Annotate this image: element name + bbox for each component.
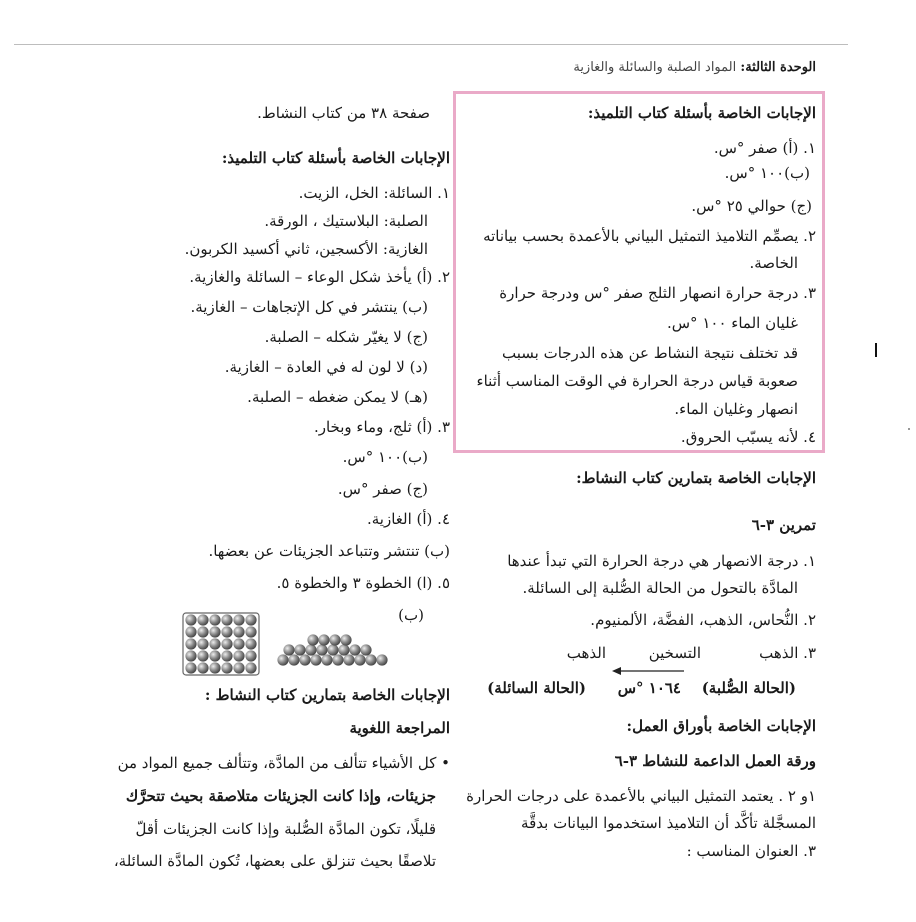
- worksheet-line: ٣. العنوان المناسب :: [686, 842, 816, 860]
- boxed-line: ٤. لأنه يسبّب الحروق.: [680, 428, 816, 446]
- liquid-particle: [288, 654, 299, 665]
- exercise-label: تمرين ٣-٦: [751, 516, 816, 534]
- boxed-line: (ج) حوالي ٢٥ °س.: [691, 197, 812, 215]
- liquid-particle: [338, 644, 349, 655]
- liquid-particle: [283, 644, 294, 655]
- answer-line: (ب): [398, 606, 424, 624]
- solid-particle: [233, 662, 244, 673]
- liquid-particle: [310, 654, 321, 665]
- solid-particle: [245, 626, 256, 637]
- liquid-particle: [329, 634, 340, 645]
- worksheet-title: الإجابات الخاصة بأوراق العمل:: [626, 717, 816, 735]
- temperature: ١٠٦٤ °س: [617, 679, 681, 697]
- left-column: [90, 103, 450, 873]
- answer-line: ٢. (أ) يأخذ شكل الوعاء – السائلة والغازية.: [189, 268, 450, 286]
- solid-particle: [185, 650, 196, 661]
- solid-particle: [209, 626, 220, 637]
- liquid-particles-diagram: [275, 620, 390, 668]
- solid-particle: [185, 662, 196, 673]
- liquid-particle: [294, 644, 305, 655]
- page-reference: صفحة ٣٨ من كتاب النشاط.: [257, 104, 430, 122]
- boxed-line: الخاصة.: [749, 254, 798, 272]
- boxed-line: قد تختلف نتيجة النشاط عن هذه الدرجات بسبب: [502, 344, 798, 362]
- solid-particle: [233, 650, 244, 661]
- solid-particle: [245, 614, 256, 625]
- boxed-title: الإجابات الخاصة بأسئلة كتاب التلميذ:: [587, 104, 816, 122]
- boxed-line: غليان الماء ١٠٠ °س.: [666, 314, 798, 332]
- liquid-particle: [327, 644, 338, 655]
- left-title: الإجابات الخاصة بأسئلة كتاب التلميذ:: [221, 149, 450, 167]
- answer-line: (د) لا لون له في العادة – الغازية.: [224, 358, 428, 376]
- review-line: تلاصقًا بحيث تنزلق على بعضها، تُكون المادَّة السائلة،: [113, 852, 436, 870]
- review-line: جزيئات، وإذا كانت الجزيئات متلاصقة بحيث تتحرَّك: [125, 787, 436, 805]
- worksheet-subtitle: ورقة العمل الداعمة للنشاط ٣-٦: [614, 752, 816, 770]
- state-solid: (الحالة الصُّلبة): [701, 679, 796, 697]
- solid-particle: [221, 626, 232, 637]
- solid-particle: [209, 614, 220, 625]
- left-activity-title: الإجابات الخاصة بتمارين كتاب النشاط :: [204, 686, 450, 704]
- boxed-line: ١. (أ) صفر °س.: [713, 139, 816, 157]
- worksheet-line: ١و ٢ . يعتمد التمثيل البياني بالأعمدة على درجات الحرارة: [466, 787, 816, 805]
- solid-particle: [185, 638, 196, 649]
- solid-particle: [209, 650, 220, 661]
- liquid-particle: [343, 654, 354, 665]
- solid-particle: [233, 614, 244, 625]
- liquid-particle: [299, 654, 310, 665]
- answer-line: ٣. (أ) ثلج، وماء وبخار.: [313, 418, 450, 436]
- liquid-particle: [340, 634, 351, 645]
- margin-mark: [875, 343, 877, 357]
- exercise-line: ٢. النُّحاس، الذهب، الفضَّة، الألمنيوم.: [590, 611, 816, 629]
- solid-particles-diagram: [182, 612, 262, 677]
- unit-title: المواد الصلبة والسائلة والغازية: [573, 60, 737, 75]
- answer-line: الغازية: الأكسجين، ثاني أكسيد الكربون.: [184, 240, 428, 258]
- liquid-particle: [332, 654, 343, 665]
- solid-particle: [245, 650, 256, 661]
- exercise-line: المادَّة بالتحول من الحالة الصُّلبة إلى السائلة.: [522, 579, 798, 597]
- liquid-particle: [305, 644, 316, 655]
- answer-line: (ج) صفر °س.: [337, 480, 428, 498]
- solid-particle: [197, 614, 208, 625]
- exercise-line: ٣. الذهب: [759, 644, 816, 662]
- review-line: قليلًا، تكون المادَّة الصُّلبة وإذا كانت الجزيئات أقلّ: [135, 820, 436, 838]
- answer-line: ٤. (أ) الغازية.: [366, 510, 450, 528]
- review-title: المراجعة اللغوية: [349, 719, 450, 737]
- solid-particle: [209, 638, 220, 649]
- answer-line: (ب) تنتشر وتتباعد الجزيئات عن بعضها.: [208, 542, 450, 560]
- answer-line: (ب)١٠٠ °س.: [342, 448, 428, 466]
- solid-particle: [197, 626, 208, 637]
- solid-particle: [245, 638, 256, 649]
- boxed-line: ٣. درجة حرارة انصهار الثلج صفر °س ودرجة حرارة: [499, 284, 816, 302]
- answer-line: (هـ) لا يمكن ضغطه – الصلبة.: [247, 388, 428, 406]
- solid-particle: [197, 650, 208, 661]
- margin-dot: [908, 428, 910, 430]
- boxed-answers: [456, 103, 816, 448]
- solid-particle: [233, 626, 244, 637]
- answer-line: الصلبة: البلاستيك ، الورقة.: [264, 212, 428, 230]
- boxed-line: صعوبة قياس درجة الحرارة في الوقت المناسب أثناء: [476, 372, 798, 390]
- answer-line: (ب) ينتشر في كل الإتجاهات – الغازية.: [190, 298, 428, 316]
- liquid-particle: [349, 644, 360, 655]
- review-line: • كل الأشياء تتألف من المادَّة، وتتألف جميع المواد من: [117, 754, 450, 772]
- exercise-line: ١. درجة الانصهار هي درجة الحرارة التي تبدأ عندها: [507, 552, 816, 570]
- boxed-line: (ب)١٠٠ °س.: [724, 164, 810, 182]
- worksheet-line: المسجَّلة تأكَّد أن التلاميذ استخدموا البيانات بدقَّة: [521, 814, 816, 832]
- liquid-particle: [277, 654, 288, 665]
- unit-label: الوحدة الثالثة:: [740, 60, 816, 75]
- solid-particle: [221, 614, 232, 625]
- solid-particle: [245, 662, 256, 673]
- answer-line: ١. السائلة: الخل، الزيت.: [298, 184, 450, 202]
- solid-particle: [197, 662, 208, 673]
- boxed-line: ٢. يصمِّم التلاميذ التمثيل البياني بالأعمدة بحسب بياناته: [483, 227, 816, 245]
- solid-particle: [197, 638, 208, 649]
- liquid-particle: [365, 654, 376, 665]
- heating-arrow: [612, 664, 686, 678]
- liquid-particle: [376, 654, 387, 665]
- solid-particle: [209, 662, 220, 673]
- activity-title: الإجابات الخاصة بتمارين كتاب النشاط:: [576, 469, 816, 487]
- liquid-particle: [321, 654, 332, 665]
- right-column: [456, 468, 816, 888]
- solid-particle: [233, 638, 244, 649]
- boxed-line: انصهار وغليان الماء.: [674, 400, 798, 418]
- solid-particle: [185, 626, 196, 637]
- state-liquid: (الحالة السائلة): [487, 679, 586, 697]
- liquid-particle: [360, 644, 371, 655]
- liquid-particle: [318, 634, 329, 645]
- solid-particle: [221, 662, 232, 673]
- liquid-particle: [307, 634, 318, 645]
- liquid-particle: [354, 654, 365, 665]
- solid-particle: [185, 614, 196, 625]
- unit-header: [573, 60, 816, 75]
- answer-line: (ج) لا يغيّر شكله – الصلبة.: [264, 328, 428, 346]
- heating-label: التسخين: [648, 644, 701, 662]
- gold-label: الذهب: [566, 644, 606, 662]
- answer-line: ٥. (ا) الخطوة ٣ والخطوة ٥.: [276, 574, 450, 592]
- solid-particle: [221, 638, 232, 649]
- top-rule: [14, 44, 848, 45]
- solid-particle: [221, 650, 232, 661]
- liquid-particle: [316, 644, 327, 655]
